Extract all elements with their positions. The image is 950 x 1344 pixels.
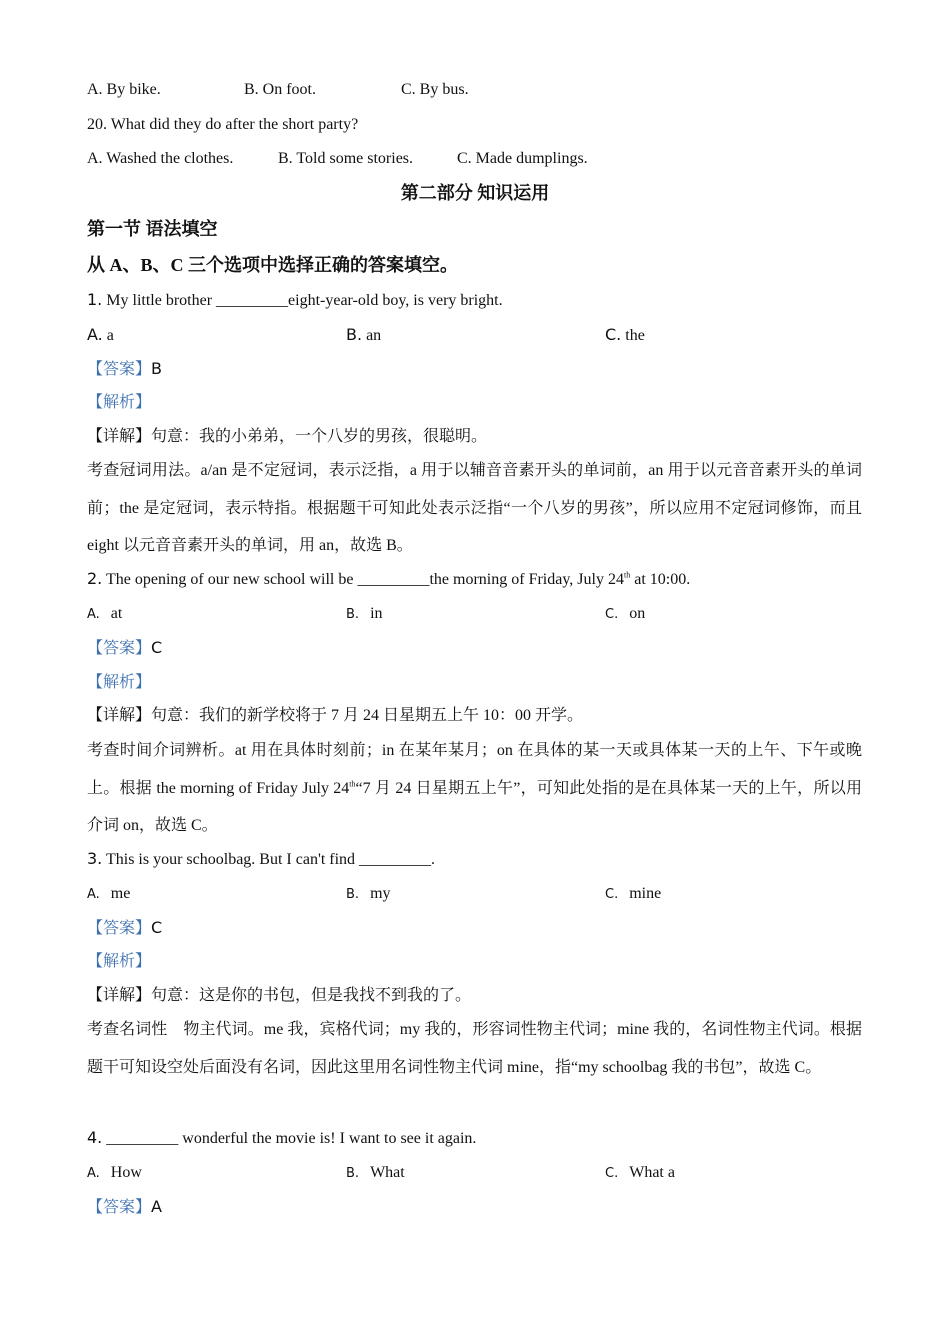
q1-number: 1. [87,290,103,309]
answer-label: 【答案】 [87,1199,152,1216]
q1-option-c [605,325,645,346]
q4-option-b-text: What [370,1164,405,1181]
q2-explanation-superscript: th [349,779,356,789]
q4-option-c-letter: C. [605,1166,619,1181]
q2-option-c-text: on [629,605,646,622]
q4-option-b-letter: B. [346,1166,360,1181]
q4-number: 4. [87,1128,103,1147]
q4-option-a [87,1163,142,1184]
q4-stem [87,1128,476,1149]
q2-answer-value: C [151,638,163,657]
answer-label: 【答案】 [87,640,152,657]
detail-label: 【详解】 [87,987,152,1004]
q3-option-a-text: me [110,885,131,902]
q3-analysis-label: 【解析】 [87,953,152,970]
q1-answer [87,359,162,380]
q20-option-a: A. Washed the clothes. [87,150,234,167]
q3-answer-value: C [151,918,163,937]
q2-text: The opening of our new school will be _________the morning of Friday, July 24 [102,571,624,588]
q4-option-b [346,1163,405,1184]
q2-option-a-text: at [110,605,123,622]
q1-option-a-letter: A. [87,325,103,344]
q3-number: 3. [87,849,103,868]
q1-detail-text: 句意：我的小弟弟，一个八岁的男孩，很聪明。 [151,428,488,445]
q1-option-c-letter: C. [605,325,622,344]
section-title: 第一节 语法填空 [87,219,218,239]
part-title: 第二部分 知识运用 [400,183,550,203]
detail-label: 【详解】 [87,707,152,724]
q2-option-b-letter: B. [346,607,360,622]
q4-option-a-letter: A. [87,1166,100,1181]
q19-option-b: B. On foot. [244,81,316,98]
q3-option-c-text: mine [629,885,662,902]
q20-option-c: C. Made dumplings. [457,150,588,167]
q1-detail [87,427,487,447]
q1-stem [87,290,503,311]
q2-text-end: at 10:00. [630,571,691,588]
q1-option-a-text: a [102,327,114,344]
q4-answer [87,1197,162,1218]
q4-text: _________ wonderful the movie is! I want to see it again. [102,1130,477,1147]
q2-option-b-text: in [370,605,383,622]
q3-option-b-letter: B. [346,887,360,902]
q19-option-a: A. By bike. [87,81,161,98]
q4-answer-value: A [151,1197,162,1216]
q3-detail-text: 句意：这是你的书包，但是我找不到我的了。 [151,987,472,1004]
answer-label: 【答案】 [87,361,152,378]
q3-text: This is your schoolbag. But I can't find _________. [102,851,436,868]
instruction: 从 A、B、C 三个选项中选择正确的答案填空。 [87,255,459,275]
q3-detail [87,986,471,1006]
q2-option-a [87,604,122,625]
q2-detail-text: 句意：我们的新学校将于 7 月 24 日星期五上午 10：00 开学。 [151,707,584,724]
q1-analysis-label: 【解析】 [87,394,152,411]
answer-label: 【答案】 [87,920,152,937]
detail-label: 【详解】 [87,428,152,445]
q2-stem [87,569,690,590]
q2-analysis-label: 【解析】 [87,674,152,691]
q4-option-c [605,1163,675,1184]
q1-option-b-letter: B. [346,325,363,344]
q20-option-b: B. Told some stories. [278,150,414,167]
q3-explanation: 考查名词性 物主代词。me 我，宾格代词；my 我的，形容词性物主代词；mine 我的，名词性物主代词。根据题干可知设空处后面没有名词，因此这里用名词性物主代词 mine，指“my schoolbag 我的书包”，故选 C。 [87,1021,862,1076]
q1-answer-value: B [151,359,162,378]
q2-number: 2. [87,569,103,588]
q2-explanation-text: 考查时间介词辨析。at 用在具体时刻前；in 在某年某月；on 在具体的某一天或具体某一天的上午、下午或晚上。根据 the morning of Friday July 24 [87,742,862,797]
q2-explanation-text-end: “7 月 24 日星期五上午”，可知此处指的是在具体某一天的上午，所以用介词 on，故选 C。 [87,779,862,834]
q1-option-b [346,325,381,346]
q2-detail [87,706,583,726]
q3-answer [87,918,162,939]
q3-option-a-letter: A. [87,887,100,902]
q1-option-c-text: the [621,327,645,344]
q2-option-c [605,604,645,625]
q3-option-b [346,884,391,905]
q2-option-b [346,604,383,625]
q4-option-c-text: What a [629,1164,675,1181]
q4-option-a-text: How [110,1164,142,1181]
q2-superscript: th [623,570,631,580]
q2-explanation [87,732,862,845]
q3-stem [87,849,435,870]
q20-stem: 20. What did they do after the short party? [87,116,359,133]
q19-option-c: C. By bus. [401,81,469,98]
q3-option-a [87,884,130,905]
q3-option-b-text: my [370,885,391,902]
q3-option-c-letter: C. [605,887,619,902]
q1-text: My little brother _________eight-year-old boy, is very bright. [102,292,503,309]
q1-explanation: 考查冠词用法。a/an 是不定冠词，表示泛指，a 用于以辅音音素开头的单词前，an 用于以元音音素开头的单词前；the 是定冠词，表示特指。根据题干可知此处表示泛指“一个八岁的男孩”，所以应用不定冠词修饰，而且 eight 以元音音素开头的单词，用 an，故选 B。 [87,462,862,554]
q1-option-b-text: an [362,327,382,344]
q2-answer [87,638,162,659]
q3-option-c [605,884,661,905]
q1-option-a [87,325,114,346]
q2-option-c-letter: C. [605,607,619,622]
q2-option-a-letter: A. [87,607,100,622]
